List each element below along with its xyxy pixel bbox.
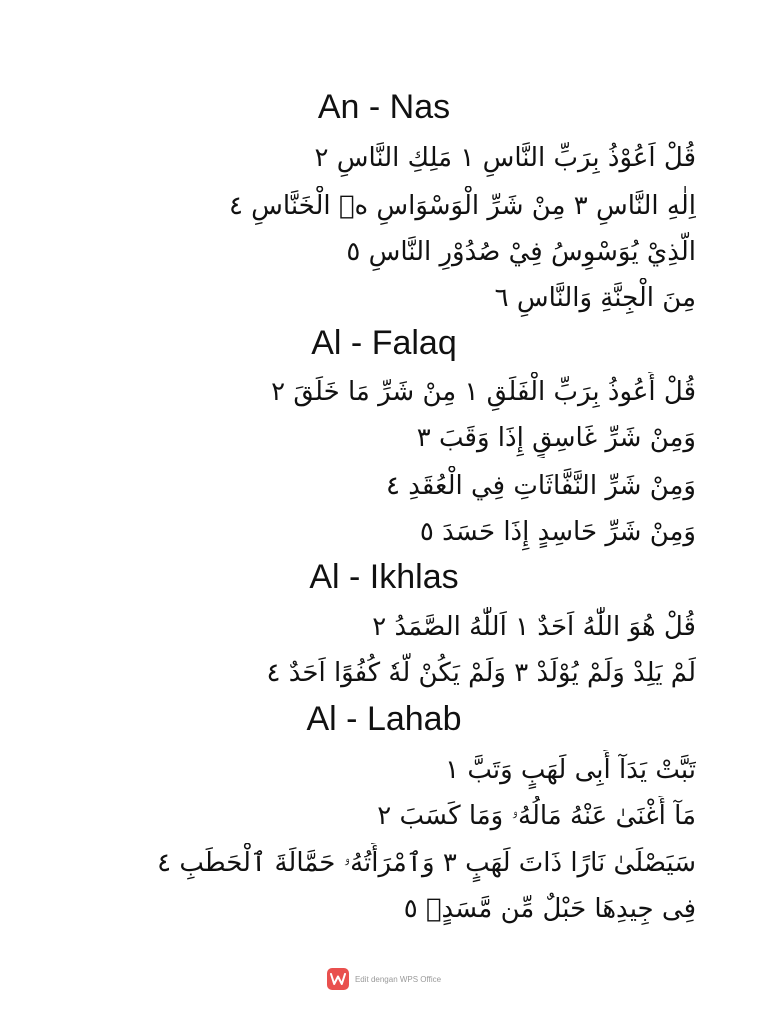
- ayah-line: مِنَ الْجِنَّةِ وَالنَّاسِ ٦: [494, 283, 696, 313]
- wps-watermark-text: Edit dengan WPS Office: [354, 974, 442, 984]
- wps-w-glyph: [330, 973, 346, 985]
- ayah-line: الَّذِيْ يُوَسْوِسُ فِيْ صُدُوْرِ النَّاسِ ٥: [346, 237, 696, 267]
- ayah-line: قُلْ هُوَ اللّٰهُ اَحَدٌ ١ اَللّٰهُ الصَّمَدُ ٢: [372, 612, 696, 642]
- ayah-line: اِلٰهِ النَّاسِ ٣ مِنْ شَرِّ الْوَسْوَاسِ ەۙ الْخَنَّاسِ ٤: [228, 191, 696, 221]
- ayah-line: وَمِنْ شَرِّ غَاسِقٍ إِذَا وَقَبَ ٣: [416, 423, 696, 453]
- surah-title-al-ikhlas: Al - Ikhlas: [309, 558, 459, 596]
- ayah-line: تَبَّتْ يَدَآ أَبِى لَهَبٍ وَتَبَّ ١: [445, 755, 696, 785]
- ayah-line: فِى جِيدِهَا حَبْلٌ مِّن مَّسَدٍۭ ٥: [403, 894, 696, 924]
- wps-office-logo-icon: [327, 968, 349, 990]
- surah-title-al-lahab: Al - Lahab: [306, 700, 462, 738]
- ayah-line: وَمِنْ شَرِّ حَاسِدٍ إِذَا حَسَدَ ٥: [419, 517, 696, 547]
- ayah-line: مَآ أَغْنَىٰ عَنْهُ مَالُهُۥ وَمَا كَسَبَ ٢: [377, 801, 696, 831]
- ayah-line: سَيَصْلَىٰ نَارًا ذَاتَ لَهَبٍ ٣ وَٱمْرَأَتُهُۥ حَمَّالَةَ ٱلْحَطَبِ ٤: [157, 848, 696, 878]
- ayah-line: قُلْ أَعُوذُ بِرَبِّ الْفَلَقِ ١ مِنْ شَرِّ مَا خَلَقَ ٢: [271, 377, 696, 407]
- ayah-line: وَمِنْ شَرِّ النَّفَّاثَاتِ فِي الْعُقَدِ ٤: [386, 471, 696, 501]
- ayah-line: قُلْ اَعُوْذُ بِرَبِّ النَّاسِ ١ مَلِكِ النَّاسِ ٢: [314, 143, 696, 173]
- ayah-line: لَمْ يَلِدْ وَلَمْ يُوْلَدْ ٣ وَلَمْ يَكُنْ لَّهٗ كُفُوًا اَحَدٌ ٤: [266, 658, 696, 688]
- surah-title-al-falaq: Al - Falaq: [311, 324, 457, 362]
- surah-title-an-nas: An - Nas: [317, 88, 451, 126]
- wps-watermark: [0, 966, 768, 992]
